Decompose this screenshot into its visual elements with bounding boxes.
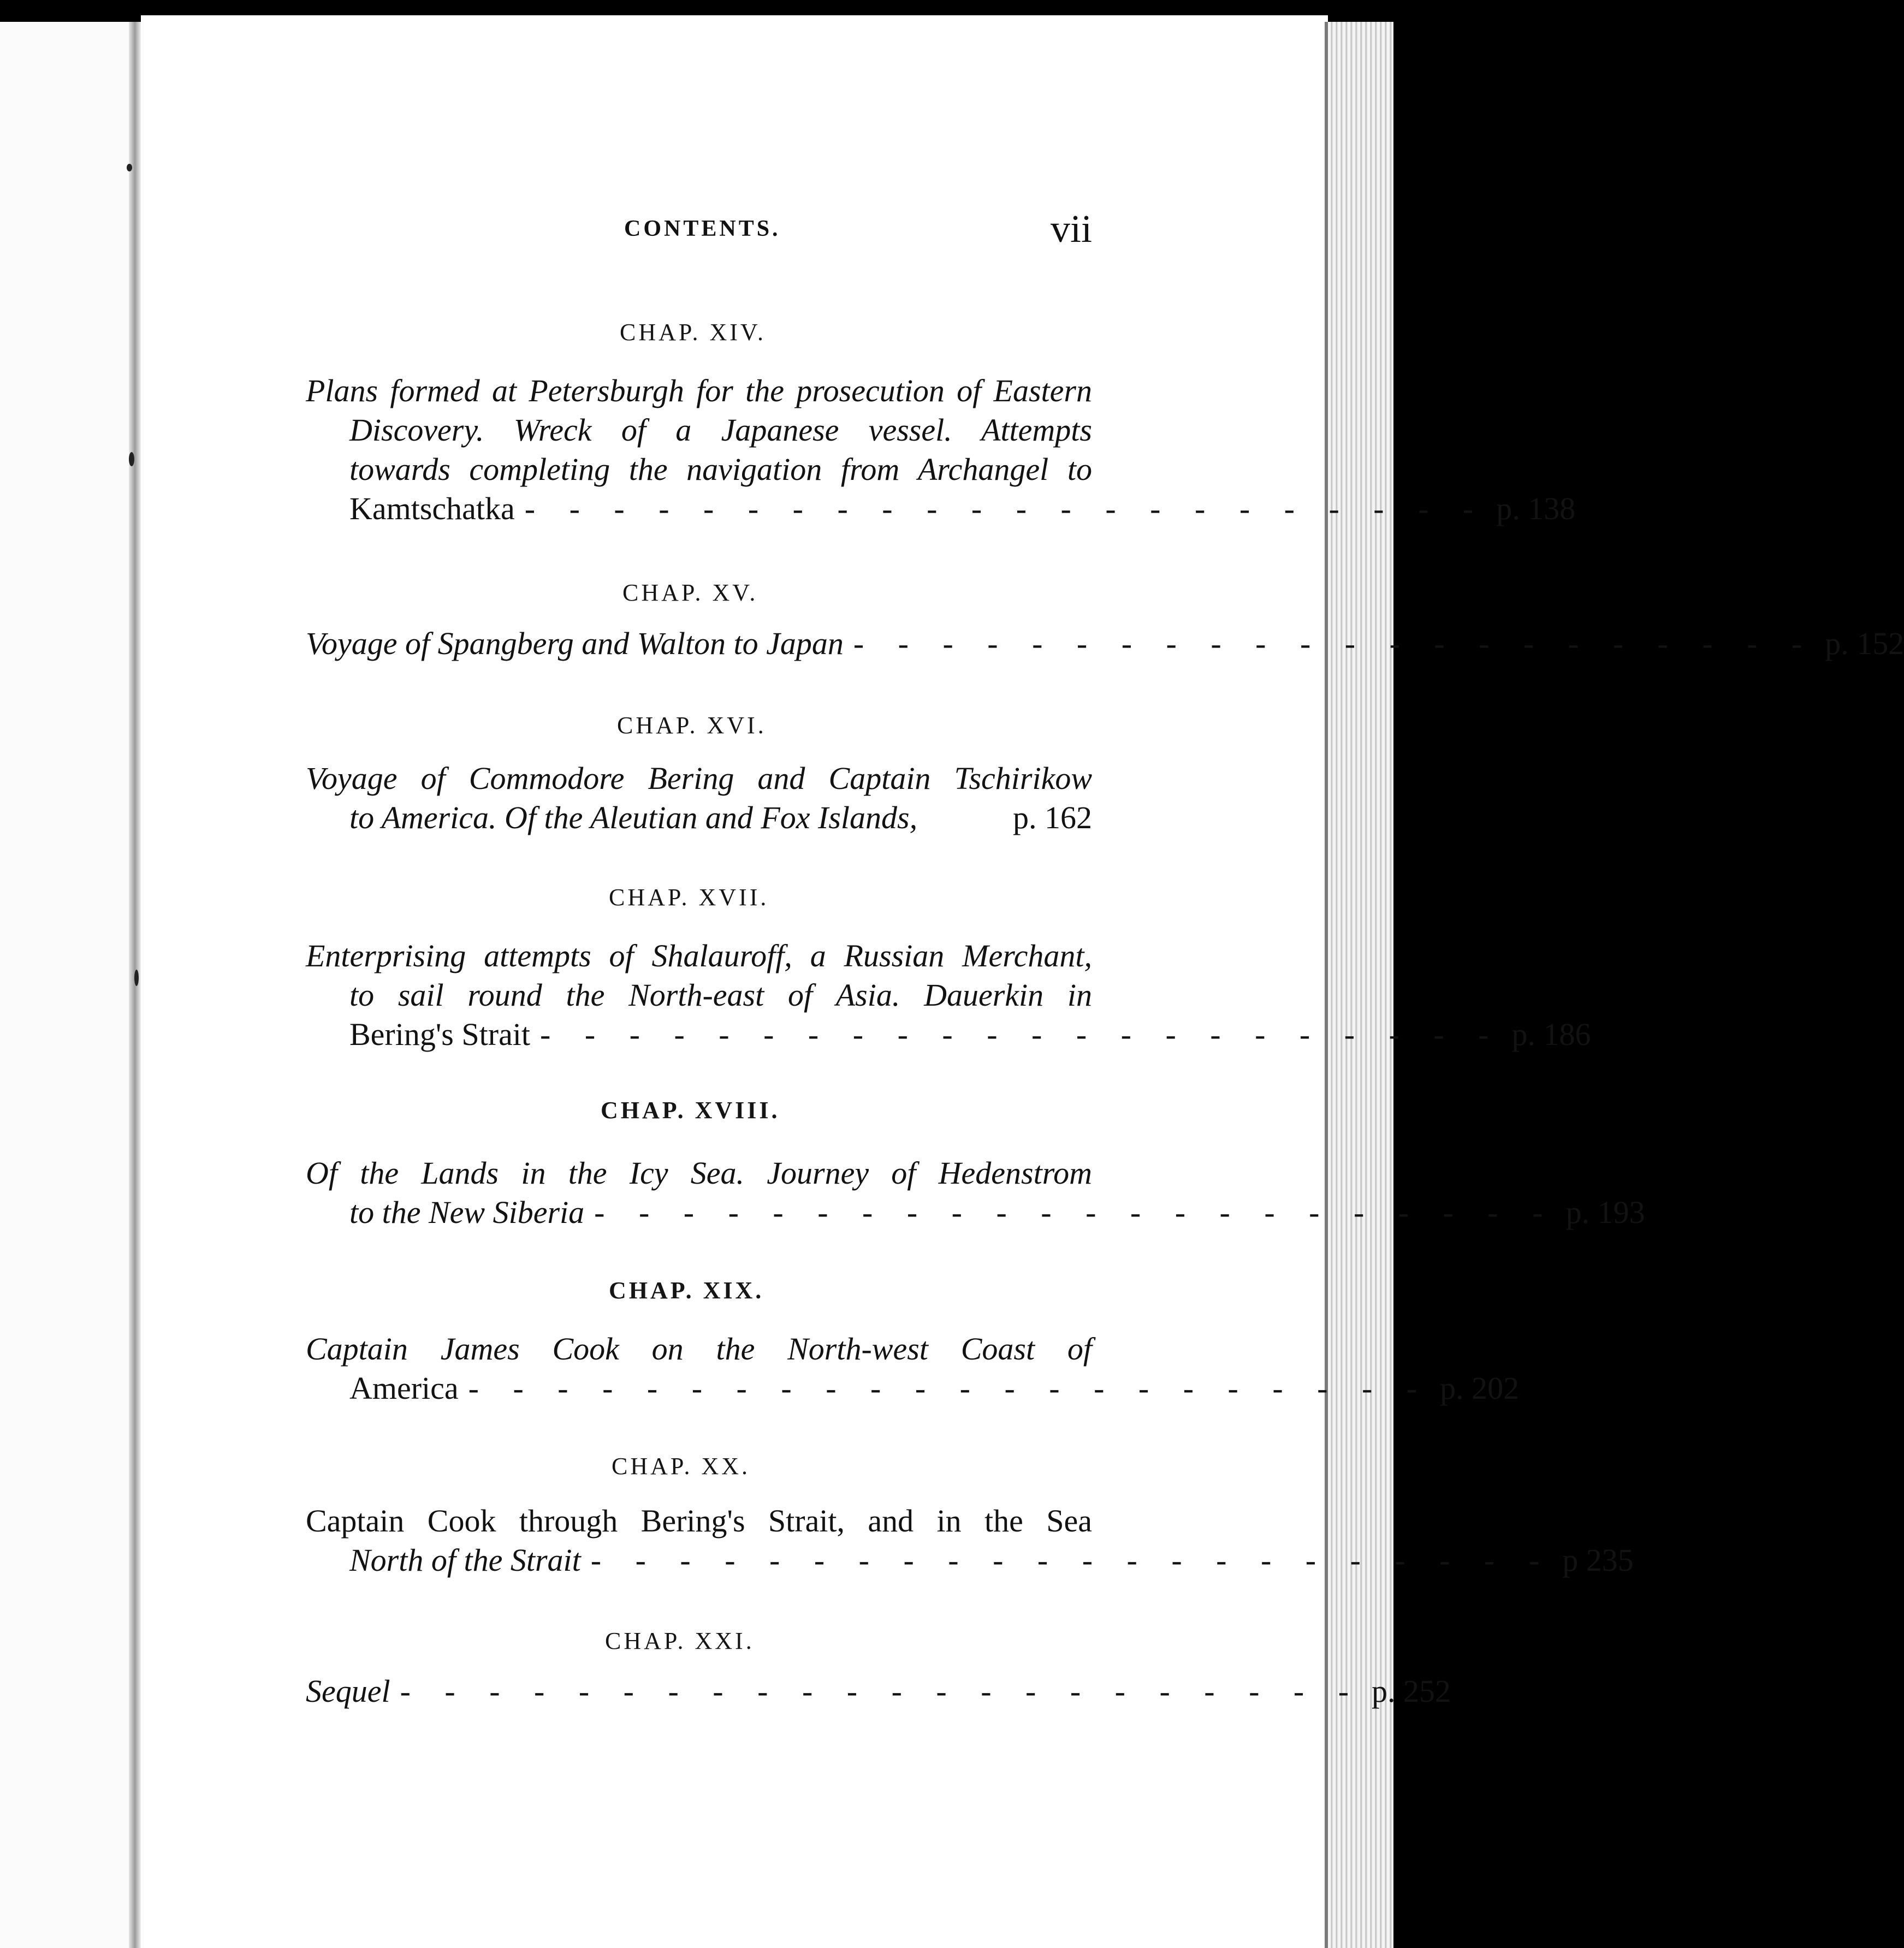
page-number: vii	[1051, 207, 1093, 251]
entry-last-line	[306, 1193, 1645, 1232]
page-reference: p. 152	[1825, 626, 1904, 661]
chapter-heading: CHAP. XIX.	[609, 1277, 764, 1304]
chapter-heading: CHAP. XIV.	[620, 319, 767, 346]
facing-page	[0, 22, 137, 1948]
chapter-entry	[306, 1154, 1645, 1232]
chapter-entry	[306, 624, 1904, 663]
chapter-heading: CHAP. XX.	[612, 1453, 751, 1480]
entry-line: Captain Cook through Bering's Strait, and in the Sea	[306, 1503, 1092, 1539]
page-reference: p. 186	[1511, 1017, 1591, 1052]
scan-speck	[129, 452, 134, 466]
entry-line: Voyage of Commodore Bering and Captain Tschirikow	[306, 761, 1092, 796]
chapter-heading: CHAP. XXI.	[605, 1628, 755, 1654]
chapter-heading: CHAP. XVIII.	[601, 1097, 780, 1124]
dot-leader: - - - - - - - - - - - - - - - - - - - - - -	[540, 1017, 1502, 1052]
dot-leader: - - - - - - - - - - - - - - - - - - - - - -	[853, 626, 1816, 661]
page-reference: p. 162	[1013, 800, 1092, 835]
entry-last-line	[306, 1015, 1591, 1054]
dot-leader: - - - - - - - - - - - - - - - - - - - - - -	[524, 491, 1487, 526]
entry-line: Enterprising attempts of Shalauroff, a Russian Merchant,	[306, 938, 1092, 973]
scan-speck	[127, 164, 132, 171]
page-reference: p. 252	[1372, 1673, 1451, 1709]
chapter-entry	[306, 759, 1092, 838]
entry-last-line	[306, 798, 1092, 838]
chapter-heading: CHAP. XV.	[622, 579, 758, 606]
entry-line: to sail round the North-east of Asia. Dauerkin in	[349, 977, 1092, 1013]
entry-line: Discovery. Wreck of a Japanese vessel. Attempts	[349, 412, 1092, 448]
entry-last-line	[306, 1672, 1451, 1711]
running-head: CONTENTS.	[624, 216, 781, 241]
scan-speck	[134, 970, 139, 986]
entry-line: America	[349, 1370, 459, 1406]
entry-line: Voyage of Spangberg and Walton to Japan	[306, 626, 844, 661]
entry-line: to America. Of the Aleutian and Fox Islands,	[349, 800, 918, 835]
page-reference: p. 138	[1496, 491, 1576, 526]
dot-leader: - - - - - - - - - - - - - - - - - - - - - -	[594, 1195, 1556, 1230]
chapter-entry	[306, 371, 1576, 528]
entry-line: Plans formed at Petersburgh for the prosecution of Eastern	[306, 373, 1092, 408]
page-reference: p. 202	[1440, 1370, 1520, 1406]
page-reference: p 235	[1562, 1542, 1634, 1578]
entry-line: to the New Siberia	[349, 1195, 585, 1230]
chapter-heading: CHAP. XVI.	[617, 712, 767, 739]
entry-last-line	[306, 1541, 1634, 1580]
entry-last-line	[306, 624, 1904, 663]
entry-line: towards completing the navigation from Archangel to	[349, 452, 1092, 487]
chapter-entry	[306, 1672, 1451, 1711]
dot-leader: - - - - - - - - - - - - - - - - - - - - - -	[590, 1542, 1553, 1578]
entry-line: North of the Strait	[349, 1542, 581, 1578]
entry-line: Of the Lands in the Icy Sea. Journey of Hedenstrom	[306, 1155, 1092, 1191]
chapter-entry	[306, 936, 1591, 1054]
dot-leader: - - - - - - - - - - - - - - - - - - - - - -	[468, 1370, 1431, 1406]
chapter-entry	[306, 1501, 1634, 1580]
entry-line: Sequel	[306, 1673, 390, 1709]
page-reference: p. 193	[1565, 1195, 1645, 1230]
book-gutter	[129, 22, 141, 1948]
entry-last-line	[306, 489, 1576, 528]
entry-last-line	[306, 1369, 1520, 1408]
entry-line: Bering's Strait	[349, 1017, 531, 1052]
dot-leader: - - - - - - - - - - - - - - - - - - - - - -	[400, 1673, 1362, 1709]
entry-line: Captain James Cook on the North-west Coast of	[306, 1331, 1092, 1367]
page-block-edge	[1328, 22, 1393, 1948]
chapter-entry	[306, 1329, 1520, 1408]
chapter-heading: CHAP. XVII.	[609, 884, 769, 911]
entry-line: Kamtschatka	[349, 491, 515, 526]
